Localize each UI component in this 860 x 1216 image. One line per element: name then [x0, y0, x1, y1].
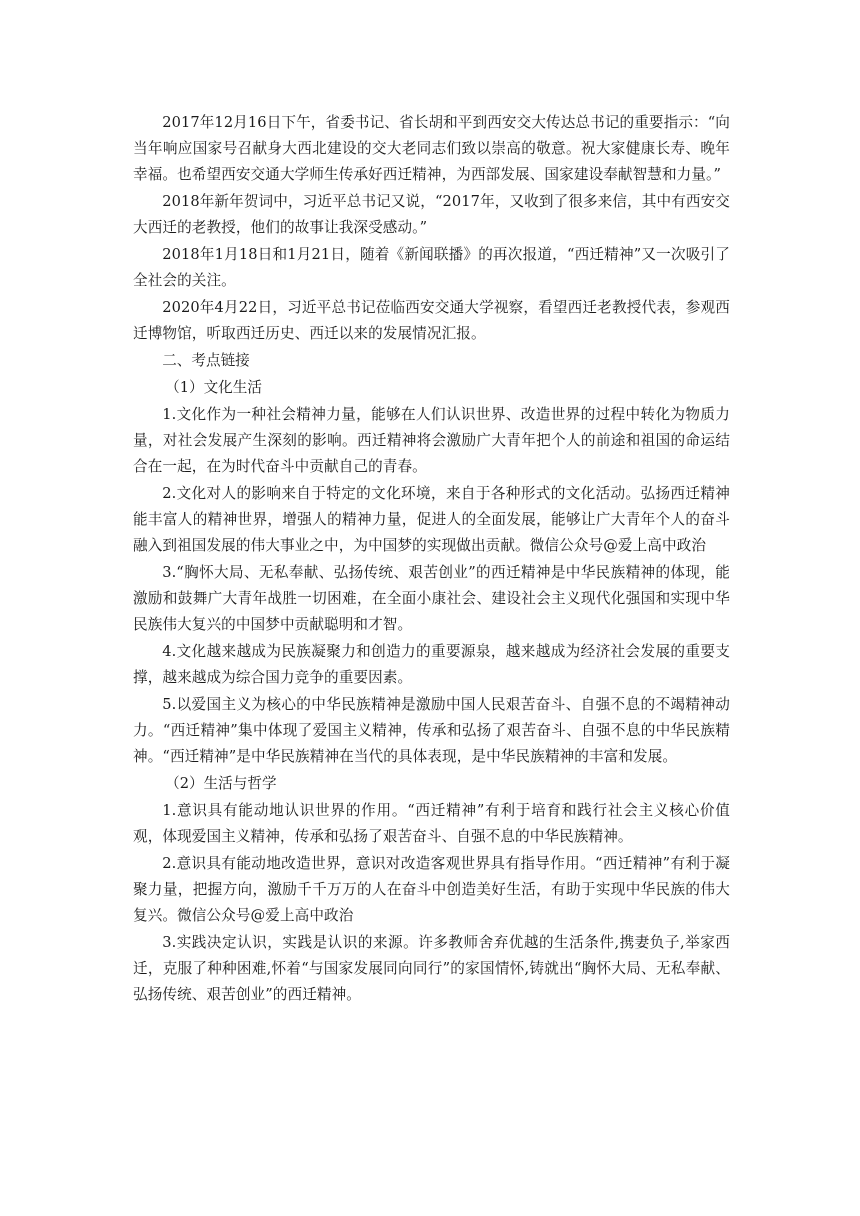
culture-item-3: 3.“胸怀大局、无私奉献、弘扬传统、艰苦创业”的西迁精神是中华民族精神的体现，能激励和鼓舞广大青年战胜一切困难，在全面小康社会、建设社会主义现代化强国和实现中华民族伟大复兴的中国梦中贡献聪明和才智。	[133, 564, 730, 633]
document-page	[133, 110, 730, 1009]
subheading-philosophy: （2）生活与哲学	[165, 775, 277, 792]
philosophy-item-3: 3.实践决定认识，实践是认识的来源。许多教师舍弃优越的生活条件,携妻负子,举家西迁，克服了种种困难,怀着“与国家发展同向同行”的家国情怀,铸就出“胸怀大局、无私奉献、弘扬传统、艰苦创业”的西迁精神。	[133, 934, 730, 1003]
subheading-culture: （1）文化生活	[165, 379, 262, 396]
culture-item-1: 1.文化作为一种社会精神力量，能够在人们认识世界、改造世界的过程中转化为物质力量，对社会发展产生深刻的影响。西迁精神将会激励广大青年把个人的前途和祖国的命运结合在一起，在为时代奋斗中贡献自己的青春。	[133, 406, 730, 475]
philosophy-item-1: 1.意识具有能动地认识世界的作用。“西迁精神”有利于培育和践行社会主义核心价值观，体现爱国主义精神，传承和弘扬了艰苦奋斗、自强不息的中华民族精神。	[133, 802, 730, 845]
culture-item-2: 2.文化对人的影响来自于特定的文化环境，来自于各种形式的文化活动。弘扬西迁精神能丰富人的精神世界，增强人的精神力量，促进人的全面发展，能够让广大青年个人的奋斗融入到祖国发展的伟大事业之中，为中国梦的实现做出贡献。微信公众号@爱上高中政治	[133, 485, 730, 554]
paragraph-2018-new-year: 2018年新年贺词中，习近平总书记又说，“2017年，又收到了很多来信，其中有西安交大西迁的老教授，他们的故事让我深受感动。”	[133, 193, 730, 236]
culture-item-5: 5.以爱国主义为核心的中华民族精神是激励中国人民艰苦奋斗、自强不息的不竭精神动力。“西迁精神”集中体现了爱国主义精神，传承和弘扬了艰苦奋斗、自强不息的中华民族精神。“西迁精神”是中华民族精神在当代的具体表现，是中华民族精神的丰富和发展。	[133, 696, 730, 765]
paragraph-2020-visit: 2020年4月22日，习近平总书记莅临西安交通大学视察，看望西迁老教授代表，参观西迁博物馆，听取西迁历史、西迁以来的发展情况汇报。	[133, 299, 730, 342]
section-heading-exam-links: 二、考点链接	[162, 352, 250, 369]
paragraph-2018-news: 2018年1月18日和1月21日，随着《新闻联播》的再次报道，“西迁精神”又一次吸引了全社会的关注。	[133, 246, 730, 289]
paragraph-2017-instruction: 2017年12月16日下午，省委书记、省长胡和平到西安交大传达总书记的重要指示：“向当年响应国家号召献身大西北建设的交大老同志们致以崇高的敬意。祝大家健康长寿、晚年幸福。也希望西安交通大学师生传承好西迁精神，为西部发展、国家建设奉献智慧和力量。”	[133, 114, 730, 183]
philosophy-item-2: 2.意识具有能动地改造世界，意识对改造客观世界具有指导作用。“西迁精神”有利于凝聚力量，把握方向，激励千千万万的人在奋斗中创造美好生活，有助于实现中华民族的伟大复兴。微信公众号@爱上高中政治	[133, 855, 730, 924]
culture-item-4: 4.文化越来越成为民族凝聚力和创造力的重要源泉，越来越成为经济社会发展的重要支撑，越来越成为综合国力竞争的重要因素。	[133, 643, 730, 686]
